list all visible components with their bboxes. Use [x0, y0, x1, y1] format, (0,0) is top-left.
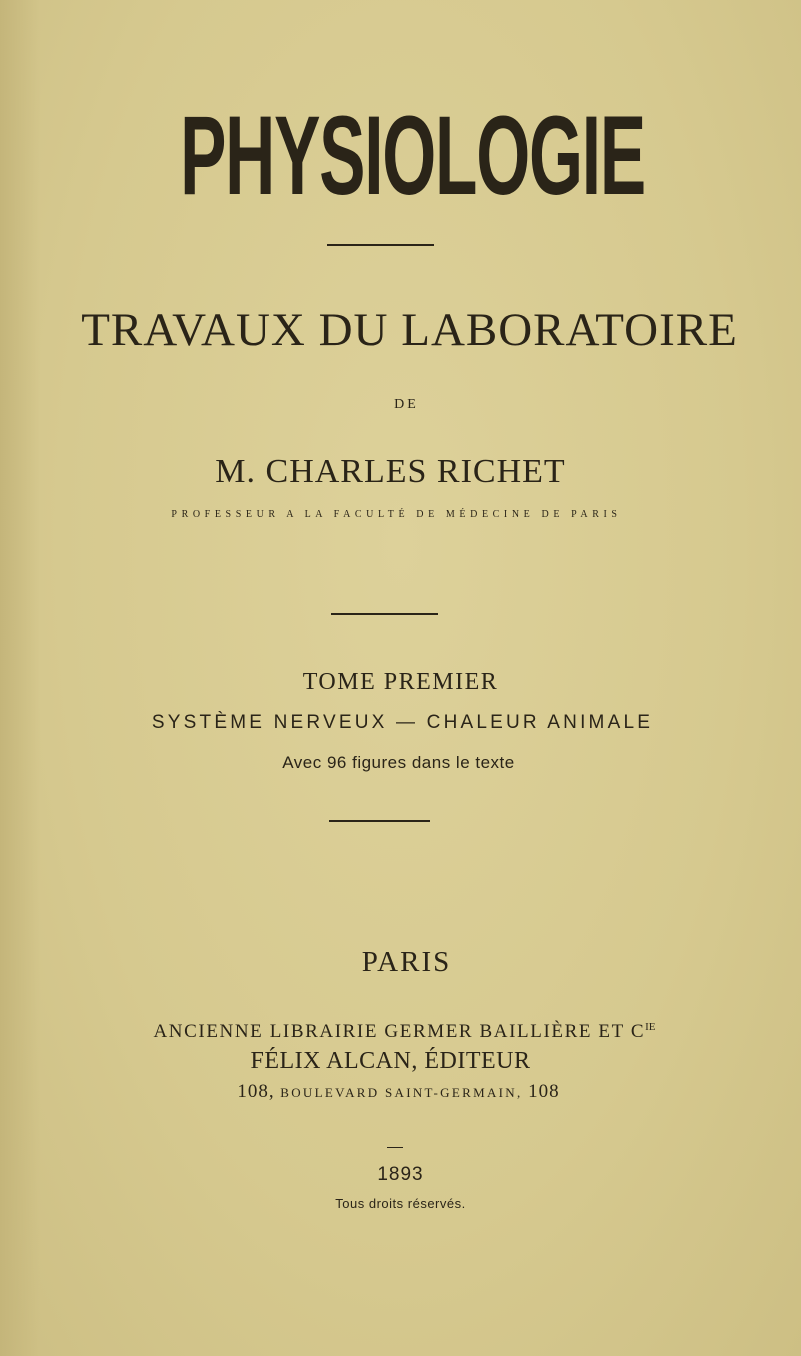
address-street: BOULEVARD SAINT-GERMAIN, [280, 1085, 523, 1100]
volume-topics: SYSTÈME NERVEUX — CHALEUR ANIMALE [151, 712, 654, 733]
rule-above-year [387, 1147, 403, 1148]
rule-under-figures [329, 820, 430, 822]
imprint-bookshop [4, 1015, 801, 1044]
figures-note: Avec 96 figures dans le texte [282, 753, 515, 772]
author-position: PROFESSEUR A LA FACULTÉ DE MÉDECINE DE PARIS [171, 509, 622, 520]
author-name: M. CHARLES RICHET [215, 453, 566, 490]
bookshop-suffix: IE [645, 1021, 656, 1033]
address-number-end: 108 [528, 1081, 560, 1102]
publication-year: 1893 [377, 1164, 424, 1185]
rule-under-author [331, 613, 438, 615]
bookshop-name: ANCIENNE LIBRAIRIE GERMER BAILLIÈRE ET C [153, 1021, 646, 1042]
imprint-city: PARIS [361, 946, 452, 978]
address-number-start: 108, [237, 1081, 275, 1102]
book-title: PHYSIOLOGIE [180, 93, 645, 218]
imprint-address [0, 1083, 799, 1102]
rights-notice: Tous droits réservés. [335, 1196, 466, 1211]
subtitle-connector: DE [394, 397, 419, 412]
rule-under-title [327, 244, 434, 246]
book-subtitle: TRAVAUX DU LABORATOIRE [81, 304, 738, 356]
volume-label: TOME PREMIER [302, 669, 499, 695]
imprint-publisher: FÉLIX ALCAN, ÉDITEUR [250, 1048, 531, 1074]
